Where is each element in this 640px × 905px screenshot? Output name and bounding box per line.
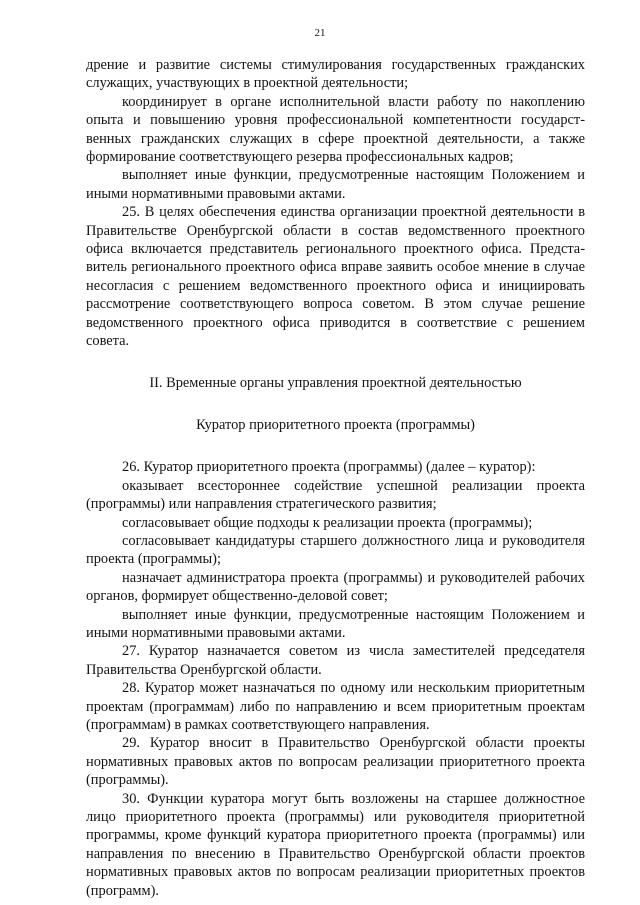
paragraph-continuation: дрение и развитие системы стимулирования государственных гражданских служащих, участвующих в проектной деятельности; <box>86 57 585 92</box>
paragraph-other-functions: выполняет иные функции, предусмотренные настоящим Положением и иными нормативными правовыми актами. <box>86 167 585 202</box>
paragraph-appoints: назначает администратора проекта (программы) и руководителей рабочих органов, формирует общественно-деловой совет; <box>86 569 585 605</box>
paragraph-item-26: 26. Куратор приоритетного проекта (программы) (далее – куратор): <box>122 459 536 476</box>
paragraph-item-29: 29. Куратор вносит в Правительство Оренбургской области проекты нормативных правовых актов по вопросам реализации приоритетного проекта (программы). <box>86 735 585 789</box>
section-heading: II. Временные органы управления проектной деятельностью <box>149 374 522 391</box>
paragraph-item-27: 27. Куратор назначается советом из числа заместителей председателя Правительства Оренбургской области. <box>86 643 585 678</box>
page-number: 21 <box>314 27 326 39</box>
paragraph-item-28: 28. Куратор может назначаться по одному или нескольким приоритетным проектам (программам) либо по направлению и всем приоритетным проектам (программам) в рамках соответствующего направления. <box>86 680 585 733</box>
sub-heading: Куратор приоритетного проекта (программы) <box>196 416 475 433</box>
paragraph-item-30: 30. Функции куратора могут быть возложены на старшее должностное лицо приоритетного проекта (программы) или руководителя приоритетной программы, кроме функций куратора приоритетного проекта (программы) или направления по внесению в Правительство Оренбургской области проектов нормативных правовых актов по вопросам реализации приоритетных проектов (программ). <box>86 790 585 899</box>
paragraph-agrees-approaches: согласовывает общие подходы к реализации проекта (программы); <box>122 514 533 531</box>
paragraph-agrees-candidates: согласовывает кандидатуры старшего должностного лица и руководителя проекта (программы); <box>86 532 585 568</box>
paragraph-other-functions-2: выполняет иные функции, предусмотренные настоящим Положением и иными нормативными правовыми актами. <box>86 606 585 641</box>
document-body <box>86 56 585 900</box>
paragraph-coordinates: координирует в органе исполнительной власти работу по накоплению опыта и повышению уровня профессиональной компетентности государственных гражданских служащих в сфере проектной деятельности, а также формирование соответствующего резерва профессиональных кадров; <box>86 93 585 166</box>
paragraph-item-25: 25. В целях обеспечения единства организации проектной деятельности в Правительстве Оренбургской области в состав ведомственного проектного офиса включается представитель регионального проектного офиса. Представитель регионального проектного офиса вправе заявить особое мнение в случае несогласия с решением ведомственного проектного офиса и инициировать рассмотрение соответствующего вопроса советом. В этом случае решение ведомственного проектного офиса приводится в соответствие с решением совета. <box>86 204 585 350</box>
paragraph-assists: оказывает всестороннее содействие успешной реализации проекта (программы) или направления стратегического развития; <box>86 477 585 513</box>
